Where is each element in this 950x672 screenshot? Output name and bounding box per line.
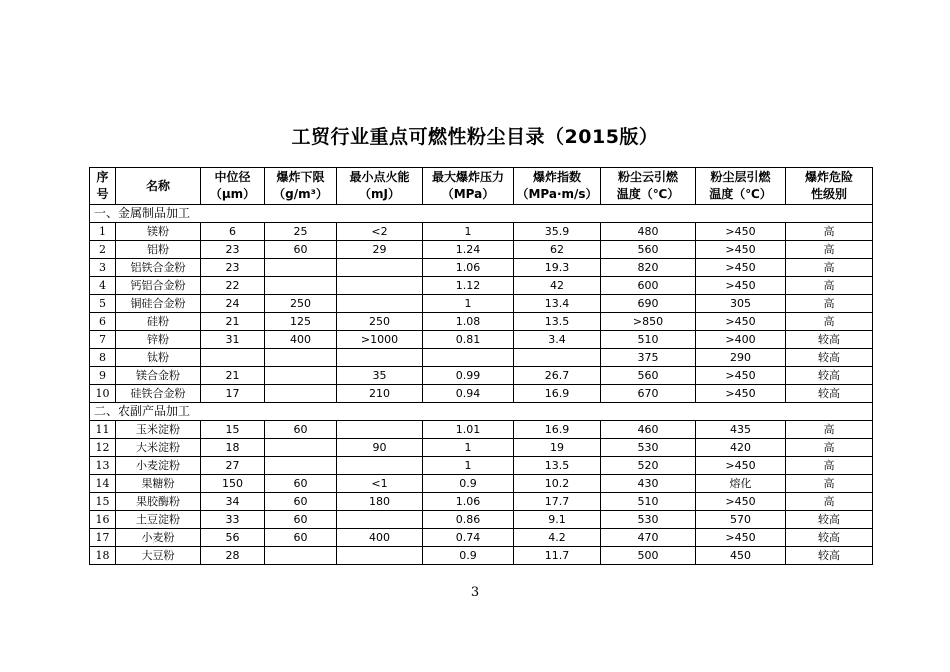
min-ignition-energy-cell: 90	[337, 439, 423, 457]
row-number-cell: 14	[90, 475, 116, 493]
min-ignition-energy-cell	[337, 421, 423, 439]
cloud-ignition-temp-cell: 480	[601, 223, 696, 241]
lower-explosion-limit-cell	[265, 385, 337, 403]
lower-explosion-limit-cell: 400	[265, 331, 337, 349]
min-ignition-energy-cell	[337, 295, 423, 313]
layer-ignition-temp-cell: >450	[696, 223, 786, 241]
column-header	[265, 168, 337, 205]
max-explosion-pressure-cell: 0.74	[423, 529, 514, 547]
row-number-cell: 6	[90, 313, 116, 331]
section-row	[90, 403, 873, 421]
table-row	[90, 493, 873, 511]
dust-name-cell: 铝粉	[116, 241, 201, 259]
median-diameter-cell: 21	[201, 313, 265, 331]
max-explosion-pressure-cell: 1.06	[423, 259, 514, 277]
max-explosion-pressure-cell: 1.12	[423, 277, 514, 295]
dust-name-cell: 玉米淀粉	[116, 421, 201, 439]
column-header-unit: 号	[96, 187, 109, 201]
row-number-cell: 18	[90, 547, 116, 565]
explosion-index-cell: 16.9	[514, 421, 601, 439]
column-header	[90, 168, 116, 205]
dust-name-cell: 硅粉	[116, 313, 201, 331]
dust-name-cell: 钛粉	[116, 349, 201, 367]
layer-ignition-temp-cell: >450	[696, 457, 786, 475]
page-number: 3	[470, 585, 480, 600]
min-ignition-energy-cell	[337, 457, 423, 475]
cloud-ignition-temp-cell: 560	[601, 241, 696, 259]
median-diameter-cell: 17	[201, 385, 265, 403]
row-number-cell: 12	[90, 439, 116, 457]
explosion-index-cell: 9.1	[514, 511, 601, 529]
median-diameter-cell	[201, 349, 265, 367]
section-label: 二、农副产品加工	[90, 403, 873, 421]
cloud-ignition-temp-cell: 820	[601, 259, 696, 277]
table-row	[90, 421, 873, 439]
row-number-cell: 5	[90, 295, 116, 313]
explosion-index-cell: 35.9	[514, 223, 601, 241]
cloud-ignition-temp-cell: 600	[601, 277, 696, 295]
explosion-index-cell	[514, 349, 601, 367]
column-header-unit: （μm）	[209, 187, 256, 201]
cloud-ignition-temp-cell: 520	[601, 457, 696, 475]
layer-ignition-temp-cell: 420	[696, 439, 786, 457]
table-row	[90, 439, 873, 457]
cloud-ignition-temp-cell: 430	[601, 475, 696, 493]
max-explosion-pressure-cell: 1	[423, 439, 514, 457]
max-explosion-pressure-cell: 1.06	[423, 493, 514, 511]
cloud-ignition-temp-cell: 530	[601, 511, 696, 529]
hazard-level-cell: 高	[786, 421, 873, 439]
dust-name-cell: 硅铁合金粉	[116, 385, 201, 403]
table-row	[90, 457, 873, 475]
row-number-cell: 9	[90, 367, 116, 385]
min-ignition-energy-cell: <2	[337, 223, 423, 241]
layer-ignition-temp-cell: >450	[696, 367, 786, 385]
hazard-level-cell: 高	[786, 295, 873, 313]
min-ignition-energy-cell	[337, 547, 423, 565]
table-row	[90, 313, 873, 331]
cloud-ignition-temp-cell: 530	[601, 439, 696, 457]
section-row	[90, 205, 873, 223]
max-explosion-pressure-cell: 0.99	[423, 367, 514, 385]
hazard-level-cell: 高	[786, 439, 873, 457]
layer-ignition-temp-cell: 290	[696, 349, 786, 367]
table-row	[90, 475, 873, 493]
max-explosion-pressure-cell: 1	[423, 457, 514, 475]
layer-ignition-temp-cell: >450	[696, 493, 786, 511]
column-header-unit: 温度（℃）	[616, 187, 680, 201]
cloud-ignition-temp-cell: 460	[601, 421, 696, 439]
explosion-index-cell: 17.7	[514, 493, 601, 511]
lower-explosion-limit-cell	[265, 349, 337, 367]
explosion-index-cell: 13.5	[514, 457, 601, 475]
cloud-ignition-temp-cell: 560	[601, 367, 696, 385]
max-explosion-pressure-cell: 1.01	[423, 421, 514, 439]
median-diameter-cell: 22	[201, 277, 265, 295]
min-ignition-energy-cell: 400	[337, 529, 423, 547]
lower-explosion-limit-cell: 60	[265, 493, 337, 511]
min-ignition-energy-cell: 35	[337, 367, 423, 385]
min-ignition-energy-cell: <1	[337, 475, 423, 493]
median-diameter-cell: 18	[201, 439, 265, 457]
min-ignition-energy-cell	[337, 511, 423, 529]
row-number-cell: 17	[90, 529, 116, 547]
min-ignition-energy-cell	[337, 259, 423, 277]
lower-explosion-limit-cell	[265, 457, 337, 475]
hazard-level-cell: 较高	[786, 511, 873, 529]
hazard-level-cell: 高	[786, 475, 873, 493]
table-row	[90, 349, 873, 367]
column-header-unit: （MPa）	[441, 187, 495, 201]
dust-name-cell: 钙铝合金粉	[116, 277, 201, 295]
table-row	[90, 223, 873, 241]
cloud-ignition-temp-cell: 690	[601, 295, 696, 313]
cloud-ignition-temp-cell: 500	[601, 547, 696, 565]
explosion-index-cell: 13.5	[514, 313, 601, 331]
explosion-index-cell: 4.2	[514, 529, 601, 547]
max-explosion-pressure-cell: 0.81	[423, 331, 514, 349]
lower-explosion-limit-cell: 60	[265, 529, 337, 547]
column-header-line: 最大爆炸压力	[431, 170, 504, 184]
dust-name-cell: 铜硅合金粉	[116, 295, 201, 313]
column-header-line: 粉尘云引燃	[617, 170, 678, 184]
dust-name-cell: 果糖粉	[116, 475, 201, 493]
dust-catalog-table	[89, 167, 873, 565]
max-explosion-pressure-cell: 0.9	[423, 547, 514, 565]
hazard-level-cell: 高	[786, 313, 873, 331]
column-header-unit: （MPa·m/s）	[516, 187, 598, 201]
median-diameter-cell: 33	[201, 511, 265, 529]
row-number-cell: 10	[90, 385, 116, 403]
table-row	[90, 277, 873, 295]
table-row	[90, 259, 873, 277]
lower-explosion-limit-cell	[265, 259, 337, 277]
dust-name-cell: 果胶酶粉	[116, 493, 201, 511]
cloud-ignition-temp-cell: 510	[601, 493, 696, 511]
column-header-unit: （g/m³）	[273, 187, 328, 201]
min-ignition-energy-cell: >1000	[337, 331, 423, 349]
column-header-unit: 性级别	[810, 187, 847, 201]
column-header	[116, 168, 201, 205]
median-diameter-cell: 6	[201, 223, 265, 241]
dust-name-cell: 镁合金粉	[116, 367, 201, 385]
lower-explosion-limit-cell: 125	[265, 313, 337, 331]
max-explosion-pressure-cell: 0.9	[423, 475, 514, 493]
hazard-level-cell: 高	[786, 277, 873, 295]
column-header	[337, 168, 423, 205]
hazard-level-cell: 较高	[786, 529, 873, 547]
lower-explosion-limit-cell: 60	[265, 241, 337, 259]
lower-explosion-limit-cell	[265, 277, 337, 295]
column-header-unit: （mJ）	[359, 187, 400, 201]
cloud-ignition-temp-cell: >850	[601, 313, 696, 331]
lower-explosion-limit-cell: 60	[265, 475, 337, 493]
max-explosion-pressure-cell: 1	[423, 295, 514, 313]
dust-name-cell: 大豆粉	[116, 547, 201, 565]
row-number-cell: 15	[90, 493, 116, 511]
layer-ignition-temp-cell: >450	[696, 529, 786, 547]
hazard-level-cell: 较高	[786, 331, 873, 349]
hazard-level-cell: 较高	[786, 547, 873, 565]
document-title: 工贸行业重点可燃性粉尘目录（2015版）	[291, 126, 659, 148]
hazard-level-cell: 高	[786, 493, 873, 511]
explosion-index-cell: 26.7	[514, 367, 601, 385]
layer-ignition-temp-cell: >450	[696, 385, 786, 403]
lower-explosion-limit-cell	[265, 547, 337, 565]
max-explosion-pressure-cell: 1.24	[423, 241, 514, 259]
column-header	[423, 168, 514, 205]
column-header	[514, 168, 601, 205]
dust-name-cell: 铝铁合金粉	[116, 259, 201, 277]
cloud-ignition-temp-cell: 510	[601, 331, 696, 349]
row-number-cell: 13	[90, 457, 116, 475]
lower-explosion-limit-cell: 25	[265, 223, 337, 241]
lower-explosion-limit-cell	[265, 367, 337, 385]
section-label: 一、金属制品加工	[90, 205, 873, 223]
column-header-line: 名称	[145, 178, 170, 193]
column-header-line: 最小点火能	[349, 170, 410, 184]
layer-ignition-temp-cell: >450	[696, 313, 786, 331]
column-header	[696, 168, 786, 205]
max-explosion-pressure-cell	[423, 349, 514, 367]
row-number-cell: 16	[90, 511, 116, 529]
dust-name-cell: 小麦淀粉	[116, 457, 201, 475]
table-row	[90, 511, 873, 529]
max-explosion-pressure-cell: 1.08	[423, 313, 514, 331]
row-number-cell: 7	[90, 331, 116, 349]
median-diameter-cell: 23	[201, 259, 265, 277]
column-header-line: 粉尘层引燃	[710, 170, 771, 184]
lower-explosion-limit-cell: 60	[265, 421, 337, 439]
explosion-index-cell: 16.9	[514, 385, 601, 403]
explosion-index-cell: 42	[514, 277, 601, 295]
lower-explosion-limit-cell: 250	[265, 295, 337, 313]
row-number-cell: 2	[90, 241, 116, 259]
row-number-cell: 4	[90, 277, 116, 295]
layer-ignition-temp-cell: 450	[696, 547, 786, 565]
row-number-cell: 11	[90, 421, 116, 439]
explosion-index-cell: 62	[514, 241, 601, 259]
min-ignition-energy-cell: 250	[337, 313, 423, 331]
table-row	[90, 367, 873, 385]
column-header-line: 爆炸危险	[804, 170, 853, 184]
column-header-line: 爆炸下限	[276, 170, 325, 184]
min-ignition-energy-cell: 180	[337, 493, 423, 511]
cloud-ignition-temp-cell: 375	[601, 349, 696, 367]
dust-name-cell: 锌粉	[116, 331, 201, 349]
explosion-index-cell: 13.4	[514, 295, 601, 313]
table-row	[90, 331, 873, 349]
table-row	[90, 547, 873, 565]
hazard-level-cell: 高	[786, 223, 873, 241]
column-header	[786, 168, 873, 205]
median-diameter-cell: 15	[201, 421, 265, 439]
hazard-level-cell: 高	[786, 241, 873, 259]
lower-explosion-limit-cell: 60	[265, 511, 337, 529]
layer-ignition-temp-cell: 570	[696, 511, 786, 529]
min-ignition-energy-cell: 29	[337, 241, 423, 259]
hazard-level-cell: 较高	[786, 385, 873, 403]
explosion-index-cell: 19.3	[514, 259, 601, 277]
layer-ignition-temp-cell: 305	[696, 295, 786, 313]
median-diameter-cell: 24	[201, 295, 265, 313]
table-row	[90, 385, 873, 403]
hazard-level-cell: 较高	[786, 367, 873, 385]
explosion-index-cell: 19	[514, 439, 601, 457]
layer-ignition-temp-cell: >450	[696, 259, 786, 277]
hazard-level-cell: 较高	[786, 349, 873, 367]
layer-ignition-temp-cell: >450	[696, 277, 786, 295]
table-header-row	[90, 168, 873, 205]
column-header-line: 序	[96, 170, 109, 184]
median-diameter-cell: 34	[201, 493, 265, 511]
min-ignition-energy-cell	[337, 349, 423, 367]
max-explosion-pressure-cell: 0.94	[423, 385, 514, 403]
median-diameter-cell: 27	[201, 457, 265, 475]
max-explosion-pressure-cell: 0.86	[423, 511, 514, 529]
column-header-line: 爆炸指数	[532, 170, 581, 184]
hazard-level-cell: 高	[786, 259, 873, 277]
max-explosion-pressure-cell: 1	[423, 223, 514, 241]
table-body	[90, 205, 873, 565]
layer-ignition-temp-cell: >400	[696, 331, 786, 349]
column-header-unit: 温度（℃）	[709, 187, 772, 201]
hazard-level-cell: 高	[786, 457, 873, 475]
explosion-index-cell: 11.7	[514, 547, 601, 565]
table-row	[90, 529, 873, 547]
explosion-index-cell: 10.2	[514, 475, 601, 493]
min-ignition-energy-cell: 210	[337, 385, 423, 403]
median-diameter-cell: 28	[201, 547, 265, 565]
lower-explosion-limit-cell	[265, 439, 337, 457]
layer-ignition-temp-cell: >450	[696, 241, 786, 259]
dust-name-cell: 大米淀粉	[116, 439, 201, 457]
median-diameter-cell: 31	[201, 331, 265, 349]
cloud-ignition-temp-cell: 470	[601, 529, 696, 547]
column-header	[201, 168, 265, 205]
explosion-index-cell: 3.4	[514, 331, 601, 349]
dust-name-cell: 小麦粉	[116, 529, 201, 547]
dust-name-cell: 土豆淀粉	[116, 511, 201, 529]
median-diameter-cell: 21	[201, 367, 265, 385]
column-header-line: 中位径	[214, 170, 251, 184]
table-row	[90, 295, 873, 313]
median-diameter-cell: 150	[201, 475, 265, 493]
table-row	[90, 241, 873, 259]
row-number-cell: 8	[90, 349, 116, 367]
layer-ignition-temp-cell: 435	[696, 421, 786, 439]
row-number-cell: 1	[90, 223, 116, 241]
layer-ignition-temp-cell: 熔化	[696, 475, 786, 493]
min-ignition-energy-cell	[337, 277, 423, 295]
cloud-ignition-temp-cell: 670	[601, 385, 696, 403]
median-diameter-cell: 23	[201, 241, 265, 259]
column-header	[601, 168, 696, 205]
median-diameter-cell: 56	[201, 529, 265, 547]
row-number-cell: 3	[90, 259, 116, 277]
dust-name-cell: 镁粉	[116, 223, 201, 241]
